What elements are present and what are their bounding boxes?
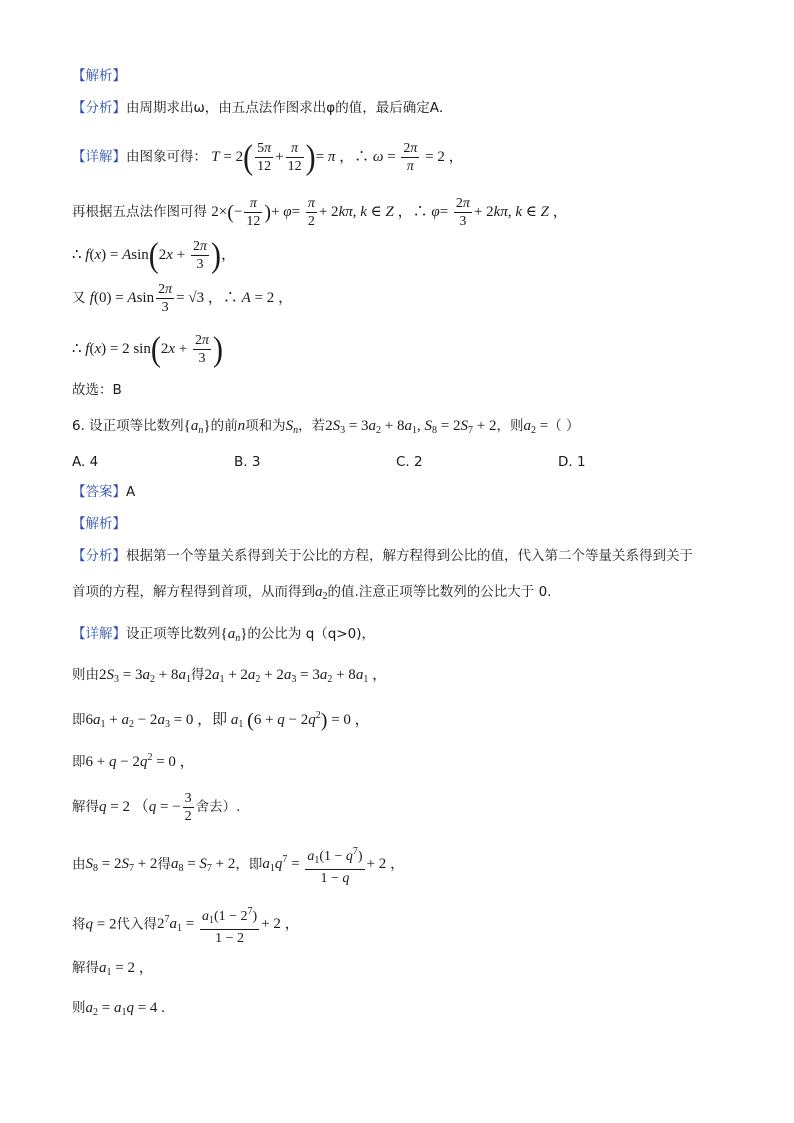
step5-formula-b: $a_8 = S_7 + 2$: [170, 856, 236, 875]
analysis-tag: 【解析】: [72, 68, 126, 84]
q6-detail-b: 的公比为 q（q>0)，: [247, 626, 376, 642]
fenxi-text: 由周期求出ω，由五点法作图求出φ的值，最后确定A．: [126, 100, 453, 116]
q6-stem-b: 的前: [210, 418, 238, 434]
step5-formula-c: $a_1q^7$ = $\frac{a_1(1 - q^7)}{1 - q}$ + 2 ，: [262, 856, 405, 872]
step2-formula: $6a_1 + a_2 - 2a_3 = 0$ ，即 $a_1$ $(6 + q - 2q^2) = 0$ ，: [85, 709, 370, 732]
step3-formula: $6 + q - 2q^2 = 0$ ，: [85, 752, 195, 770]
step1-formula-a: $2S_3 = 3a_2 + 8a_1$: [99, 667, 191, 685]
q6-detail-1: [72, 624, 375, 649]
detail-line-5: [72, 329, 224, 368]
amp-formula: f(0) = Asin $\frac{2\pi}{3}$ = √3 ，∴ A = 2 ，: [89, 282, 293, 315]
func-formula-2: ∴ f(x) = 2 sin(2x + $\frac{2\pi}{3}$ ): [72, 329, 224, 368]
seq-symbol-2: $\{a_n\}$: [220, 626, 248, 644]
step6-formula-a: q = 2: [85, 916, 117, 933]
step8-a: 则: [72, 1000, 86, 1016]
q6-step-7: [72, 958, 154, 983]
q6-analysis-tag: 【解析】: [72, 516, 126, 532]
q6-step-2: [72, 706, 370, 735]
q6-step-3: [72, 748, 195, 772]
q6-stem-d: ，若: [298, 418, 326, 434]
q6-options: [0, 452, 794, 472]
q6-step-6: [72, 903, 300, 947]
step6-formula-b: $2^7a_1$ = $\frac{a_1(1 - 2^7)}{1 - 2}$ + 2 ，: [157, 916, 300, 932]
fenxi-tag: 【分析】: [72, 100, 126, 116]
step1-formula-b: $2a_1 + 2a_2 + 2a_3 = 3a_2 + 8a_1$ ，: [204, 667, 388, 685]
q6-stem-a: 6. 设正项等比数列: [72, 418, 184, 434]
step2-a: 即: [72, 712, 86, 728]
step1-a: 则由: [72, 667, 99, 683]
n-symbol: n: [237, 418, 246, 434]
q6-fenxi-text-2a: 首项的方程，解方程得到首项，从而得到: [72, 584, 315, 600]
answer-value: A: [126, 484, 136, 500]
q6-step-4: [72, 790, 240, 825]
line6-prefix: 又: [72, 289, 86, 306]
q6-step-1: [72, 665, 387, 690]
step5-a: 由: [72, 856, 86, 873]
q6-fenxi-text-1: 根据第一个等量关系得到关于公比的方程，解方程得到公比的值，代入第二个等量关系得到关于: [126, 548, 693, 564]
fenxi-line: [72, 98, 452, 118]
detail-line-3: [72, 235, 236, 274]
step6-a: 将: [72, 916, 86, 933]
option-a: A. 4: [72, 454, 99, 470]
step7-formula: $a_1 = 2$ ，: [99, 960, 154, 978]
q6-stem-f: （ ）: [548, 418, 580, 434]
step4-a: 解得: [72, 798, 99, 815]
q6-detail-tag: 【详解】: [72, 626, 126, 642]
step4-b: 舍去）.: [195, 798, 241, 815]
q6-stem: [72, 416, 579, 441]
q6-stem-e: ，则: [496, 418, 524, 434]
step1-b: 得: [190, 667, 205, 683]
q6-answer: [72, 482, 135, 502]
detail-text: 由图象可得：: [126, 148, 207, 165]
phase-formula: 2×(− $\frac{\pi}{12}$ )+ φ= $\frac{\pi}{2}$ + 2kπ, k ∈ Z ，∴ φ= $\frac{2\pi}{3}$ + 2kπ, k ∈ Z ，: [211, 196, 568, 229]
q6-fenxi-text-2b: 的值.注意正项等比数列的公比大于 0.: [327, 584, 552, 600]
a2-ref: $a_2$: [315, 584, 328, 602]
seq-symbol: $\{a_n\}$: [183, 418, 211, 436]
detail-line-4: [72, 281, 293, 316]
step8-formula: $a_2 = a_1q = 4$ .: [85, 1000, 165, 1018]
step5-formula-a: $S_8 = 2S_7 + 2$: [85, 856, 158, 875]
detail-tag: 【详解】: [72, 148, 126, 165]
q6-step-5: [72, 843, 405, 887]
line3-text: 再根据五点法作图可得: [72, 203, 207, 220]
option-d: D. 1: [558, 454, 586, 470]
final-answer: 故选：B: [72, 382, 122, 398]
a2-symbol: $a_2$ =: [523, 418, 549, 436]
step5-c: ，即: [235, 856, 263, 873]
detail-line-2: [72, 195, 568, 230]
step3-a: 即: [72, 754, 86, 770]
q6-fenxi-2: [72, 582, 551, 607]
q6-fenxi-1: [72, 546, 693, 566]
func-formula-1: ∴ f(x) = Asin(2x + $\frac{2\pi}{3}$ )，: [72, 235, 236, 274]
q6-fenxi-tag: 【分析】: [72, 548, 126, 564]
step4-formula: q = 2 （q = − $\frac{3}{2}$: [99, 791, 192, 824]
q6-condition: $2S_3 = 3a_2 + 8a_1$, $S_8 = 2S_7 + 2$: [325, 418, 497, 436]
q6-step-8: [72, 998, 165, 1023]
option-b: B. 3: [234, 454, 261, 470]
step5-b: 得: [157, 856, 171, 873]
q6-detail-a: 设正项等比数列: [126, 626, 221, 642]
period-formula: T = 2( $\frac{5\pi}{12}$ + $\frac{\pi}{12}$ )= π ，∴ ω = $\frac{2\pi}{\pi}$ = 2 ，: [211, 137, 464, 176]
detail-line-1: [72, 137, 464, 176]
answer-tag: 【答案】: [72, 484, 126, 500]
option-c: C. 2: [396, 454, 423, 470]
sn-symbol: $S_n$: [285, 418, 299, 436]
step7-a: 解得: [72, 960, 99, 976]
q6-stem-c: 项和为: [245, 418, 286, 434]
step6-b: 代入得: [116, 916, 157, 933]
